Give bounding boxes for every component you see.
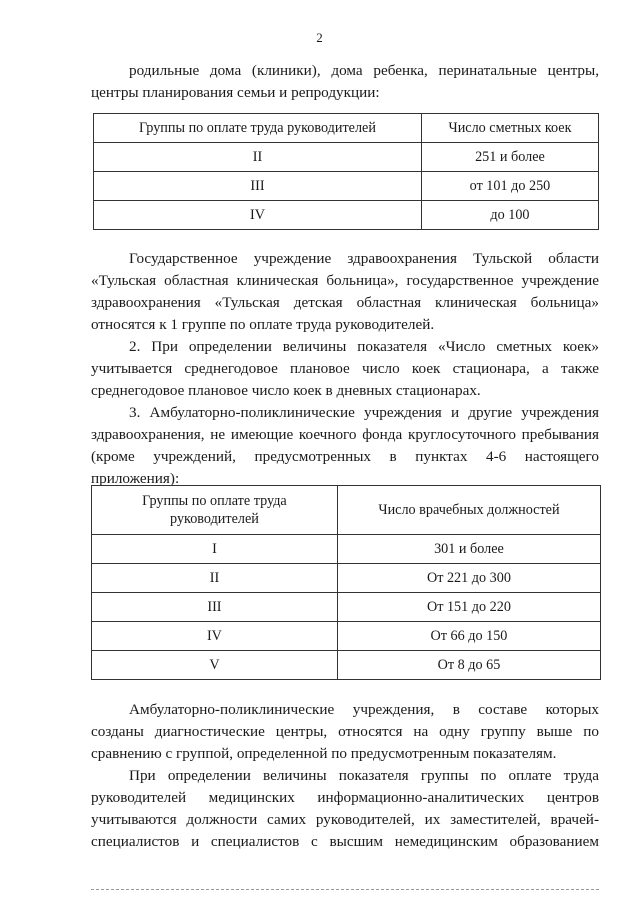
paragraph-item-2 bbox=[91, 336, 599, 402]
table-header-cell bbox=[92, 486, 338, 535]
intro-text bbox=[91, 60, 599, 104]
text-line: Амбулаторно-поликлинические учреждения, в составе которых bbox=[129, 701, 599, 718]
table-cell: От 151 до 220 bbox=[337, 593, 600, 622]
paragraph-diagnostic-centers bbox=[91, 699, 599, 765]
table-row bbox=[94, 201, 599, 230]
table-cell: От 66 до 150 bbox=[337, 622, 600, 651]
footer-divider bbox=[91, 889, 599, 890]
table-row bbox=[94, 172, 599, 201]
text-line: «Тульская областная клиническая больница», государственное учреждение bbox=[91, 272, 599, 289]
text-line: 3. Амбулаторно-поликлинические учреждения и другие учреждения bbox=[129, 404, 599, 421]
header-text: Группы по оплате труда руководителей bbox=[142, 493, 287, 527]
table-row bbox=[92, 622, 601, 651]
text-line: здравоохранения «Тульская детская областная клиническая больница» bbox=[91, 294, 599, 311]
table-row bbox=[94, 143, 599, 172]
table-cell: От 8 до 65 bbox=[337, 651, 600, 680]
text-line: Государственное учреждение здравоохранения Тульской области bbox=[129, 250, 599, 267]
table-row bbox=[92, 593, 601, 622]
text-line: (кроме учреждений, предусмотренных в пунктах 4-6 настоящего bbox=[91, 448, 599, 465]
table-header-row bbox=[92, 486, 601, 535]
beds-group-table bbox=[93, 113, 599, 230]
text-line: сравнению с группой, определенной по предусмотренным показателям. bbox=[91, 745, 557, 762]
table-header-cell: Число врачебных должностей bbox=[337, 486, 600, 535]
table-cell: IV bbox=[94, 201, 422, 230]
text-line: родильные дома (клиники), дома ребенка, перинатальные центры, bbox=[129, 62, 599, 79]
doctor-positions-table bbox=[91, 485, 601, 680]
table-row bbox=[92, 535, 601, 564]
text-line: специалистов и специалистов с высшим немедицинским образованием bbox=[91, 833, 599, 850]
table-cell: III bbox=[94, 172, 422, 201]
table-cell: III bbox=[92, 593, 338, 622]
table-cell: 251 и более bbox=[421, 143, 598, 172]
table-cell: II bbox=[94, 143, 422, 172]
table-cell: V bbox=[92, 651, 338, 680]
table-header-cell: Число сметных коек bbox=[421, 114, 598, 143]
text-line: здравоохранения, не имеющие коечного фонда круглосуточного пребывания bbox=[91, 426, 599, 443]
table-header-cell: Группы по оплате труда руководителей bbox=[94, 114, 422, 143]
text-line: При определении величины показателя группы по оплате труда bbox=[129, 767, 599, 784]
table-cell: 301 и более bbox=[337, 535, 600, 564]
text-line: среднегодовое плановое число коек в дневных стационарах. bbox=[91, 382, 481, 399]
text-line: центры планирования семьи и репродукции: bbox=[91, 84, 380, 101]
text-line: учитываются должности самих руководителей, их заместителей, врачей- bbox=[91, 811, 599, 828]
text-line: учитывается среднегодовое плановое число коек стационара, а также bbox=[91, 360, 599, 377]
page-number: 2 bbox=[316, 30, 323, 45]
paragraph-item-3 bbox=[91, 402, 599, 490]
text-line: руководителей медицинских информационно-аналитических центров bbox=[91, 789, 599, 806]
text-line: приложения): bbox=[91, 470, 180, 487]
table-cell: от 101 до 250 bbox=[421, 172, 598, 201]
table-cell: IV bbox=[92, 622, 338, 651]
text-line: 2. При определении величины показателя «Число сметных коек» bbox=[129, 338, 599, 355]
table-cell: I bbox=[92, 535, 338, 564]
table-cell: до 100 bbox=[421, 201, 598, 230]
paragraph-info-centers bbox=[91, 765, 599, 853]
paragraph-hospitals bbox=[91, 248, 599, 336]
table-cell: II bbox=[92, 564, 338, 593]
table-header-row bbox=[94, 114, 599, 143]
table-cell: От 221 до 300 bbox=[337, 564, 600, 593]
text-line: созданы диагностические центры, относятся на одну группу выше по bbox=[91, 723, 599, 740]
table-row bbox=[92, 651, 601, 680]
table-row bbox=[92, 564, 601, 593]
text-line: относятся к 1 группе по оплате труда руководителей. bbox=[91, 316, 435, 333]
